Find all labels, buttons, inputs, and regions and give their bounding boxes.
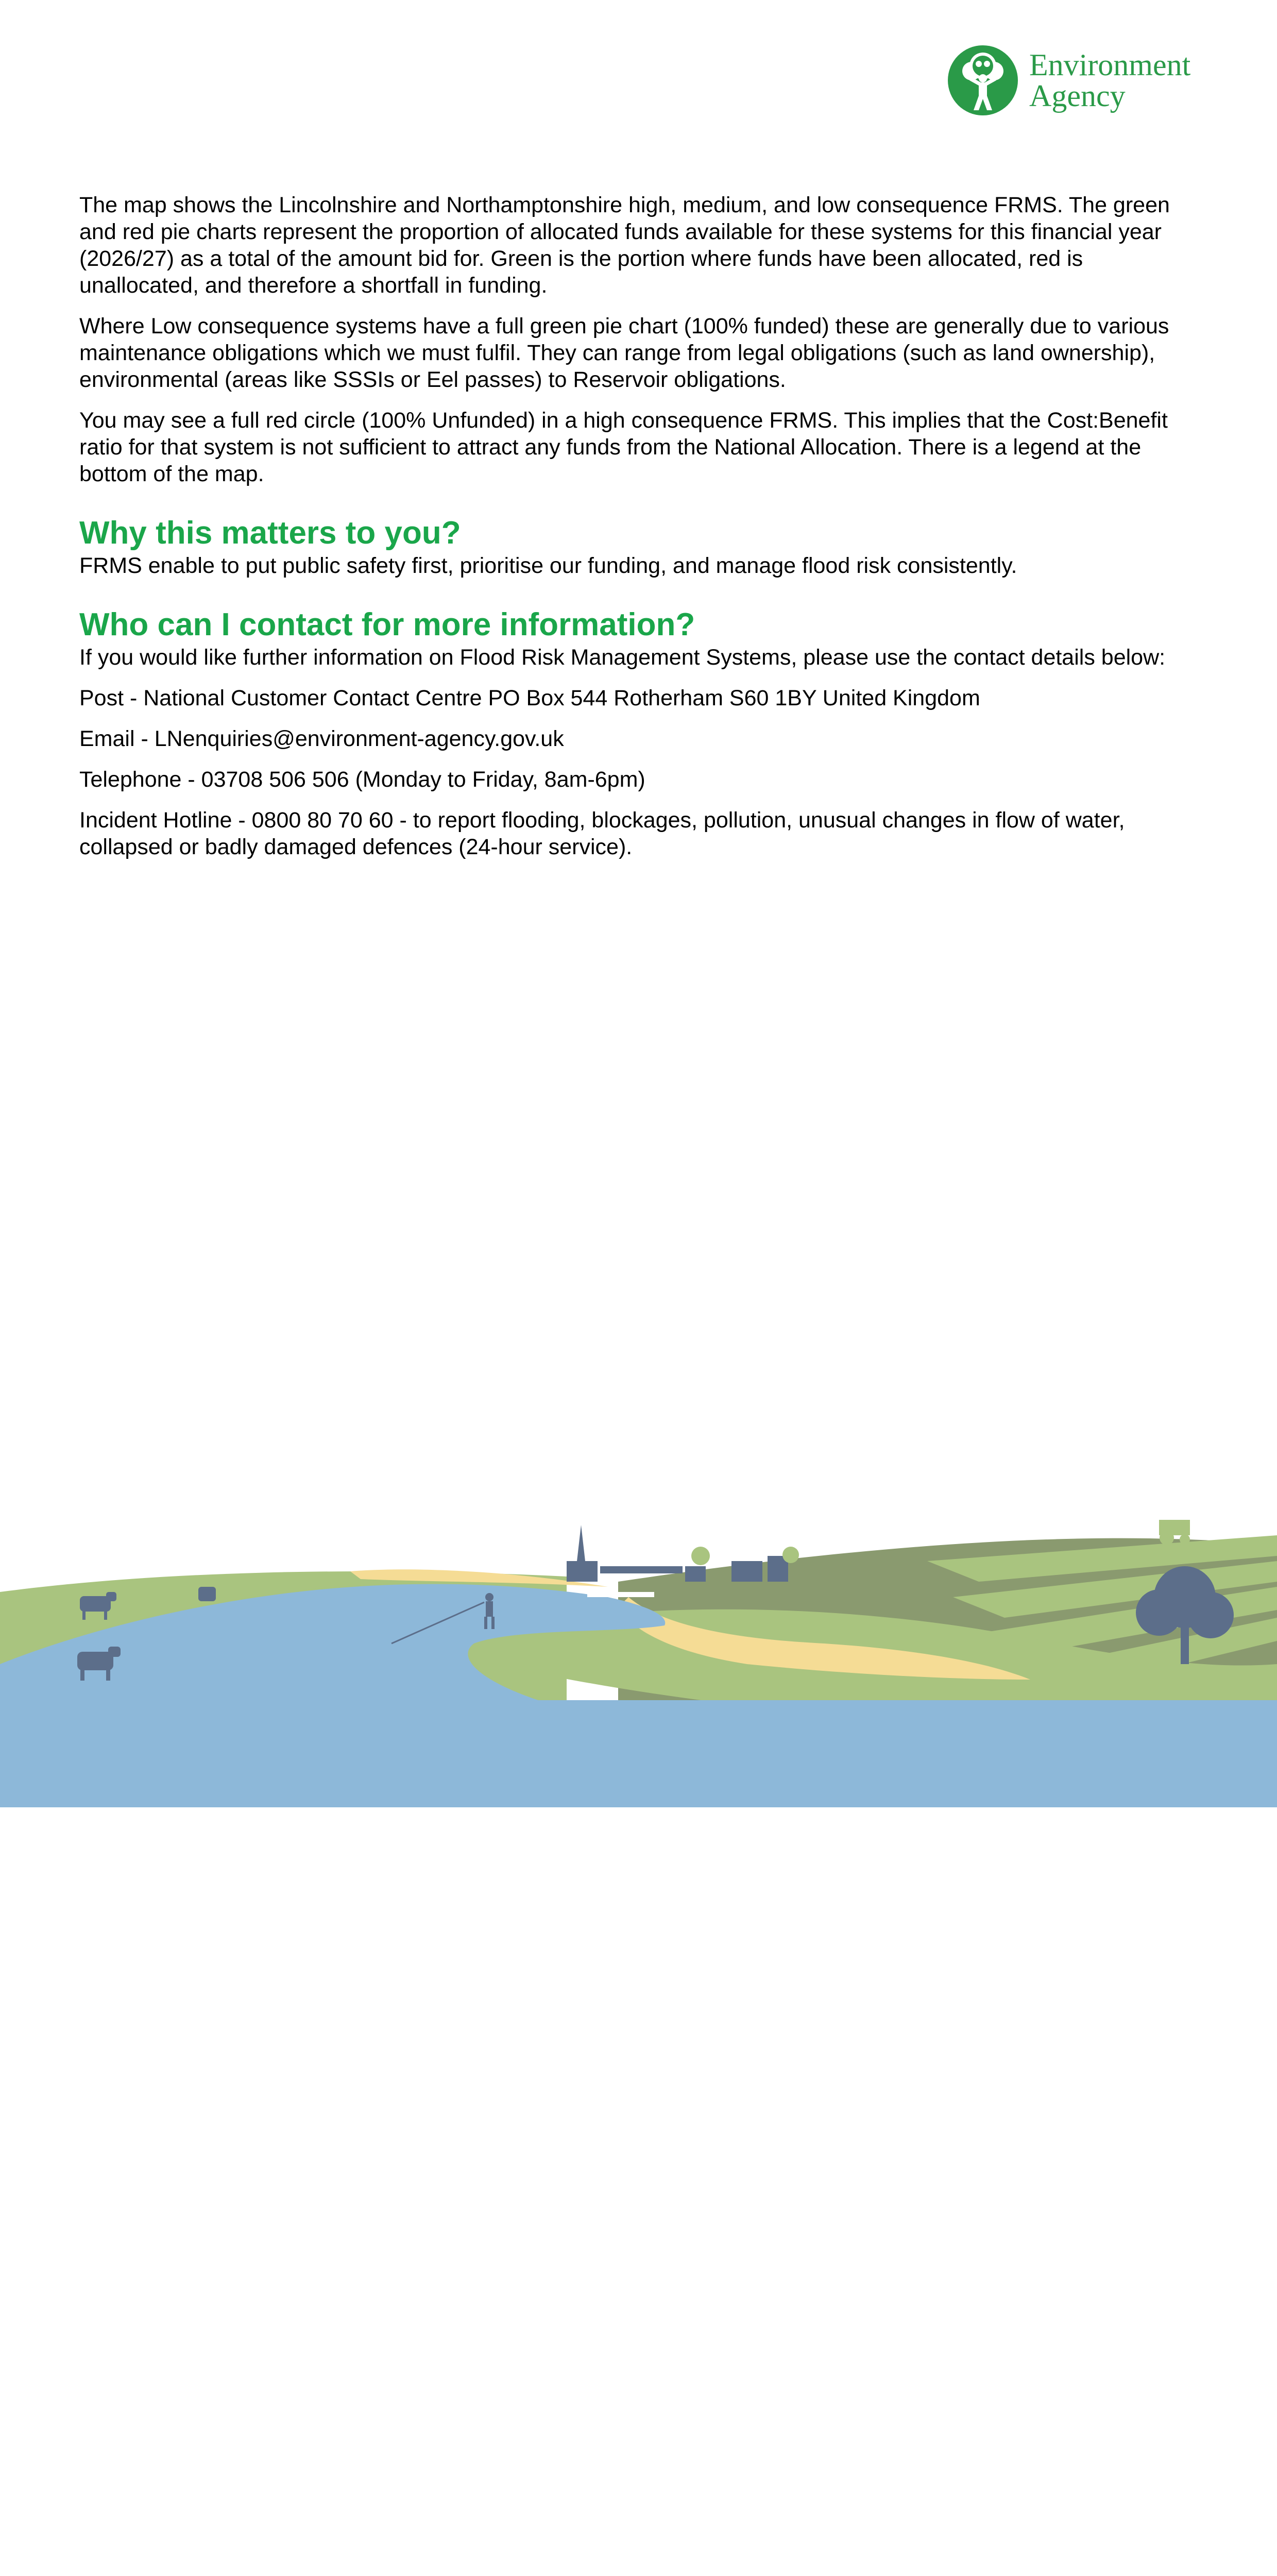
contact-email-line xyxy=(79,725,1202,752)
town-silhouette-icon xyxy=(567,1525,788,1582)
tree-person-icon xyxy=(947,44,1019,116)
logo-text-line2: Agency xyxy=(1029,79,1126,113)
landscape-illustration xyxy=(0,1494,1277,1807)
email-link[interactable]: LNenquiries@environment-agency.gov.uk xyxy=(154,726,564,751)
contact-hotline: Incident Hotline - 0800 80 70 60 - to report flooding, blockages, pollution, unusual changes in flow of water, collapsed or badly damaged defences (24-hour service). xyxy=(79,808,1125,859)
email-label: Email - xyxy=(79,726,155,751)
main-content xyxy=(79,192,1202,874)
contact-intro: If you would like further information on Flood Risk Management Systems, please use the contact details below: xyxy=(79,645,1166,670)
bridge-icon xyxy=(587,1592,654,1597)
footer-landscape xyxy=(0,1494,1277,1807)
intro-paragraph-2: Where Low consequence systems have a full green pie chart (100% funded) these are generally due to various maintenance obligations which we must fulfil. They can range from legal obligations (such as land ownership), environmental (areas like SSSIs or Eel passes) to Reservoir obligations. xyxy=(79,314,1169,392)
environment-agency-logo xyxy=(947,44,1215,122)
why-paragraph: FRMS enable to put public safety first, prioritise our funding, and manage flood risk consistently. xyxy=(79,553,1017,578)
logo-text-line1: Environment xyxy=(1029,48,1191,82)
contact-post: Post - National Customer Contact Centre PO Box 544 Rotherham S60 1BY United Kingdom xyxy=(79,686,980,710)
contact-heading: Who can I contact for more information? xyxy=(79,607,695,642)
intro-paragraph-3: You may see a full red circle (100% Unfunded) in a high consequence FRMS. This implies that the Cost:Benefit ratio for that system is not sufficient to attract any funds from the National Allocation. There is a legend at the bottom of the map. xyxy=(79,408,1168,486)
intro-paragraph-1: The map shows the Lincolnshire and Northamptonshire high, medium, and low consequence FRMS. The green and red pie charts represent the proportion of allocated funds available for these systems for this financial year (2026/27) as a total of the amount bid for. Green is the portion where funds have been allocated, red is unallocated, and therefore a shortfall in funding. xyxy=(79,193,1170,298)
contact-telephone: Telephone - 03708 506 506 (Monday to Friday, 8am-6pm) xyxy=(79,767,645,792)
why-heading: Why this matters to you? xyxy=(79,515,461,551)
